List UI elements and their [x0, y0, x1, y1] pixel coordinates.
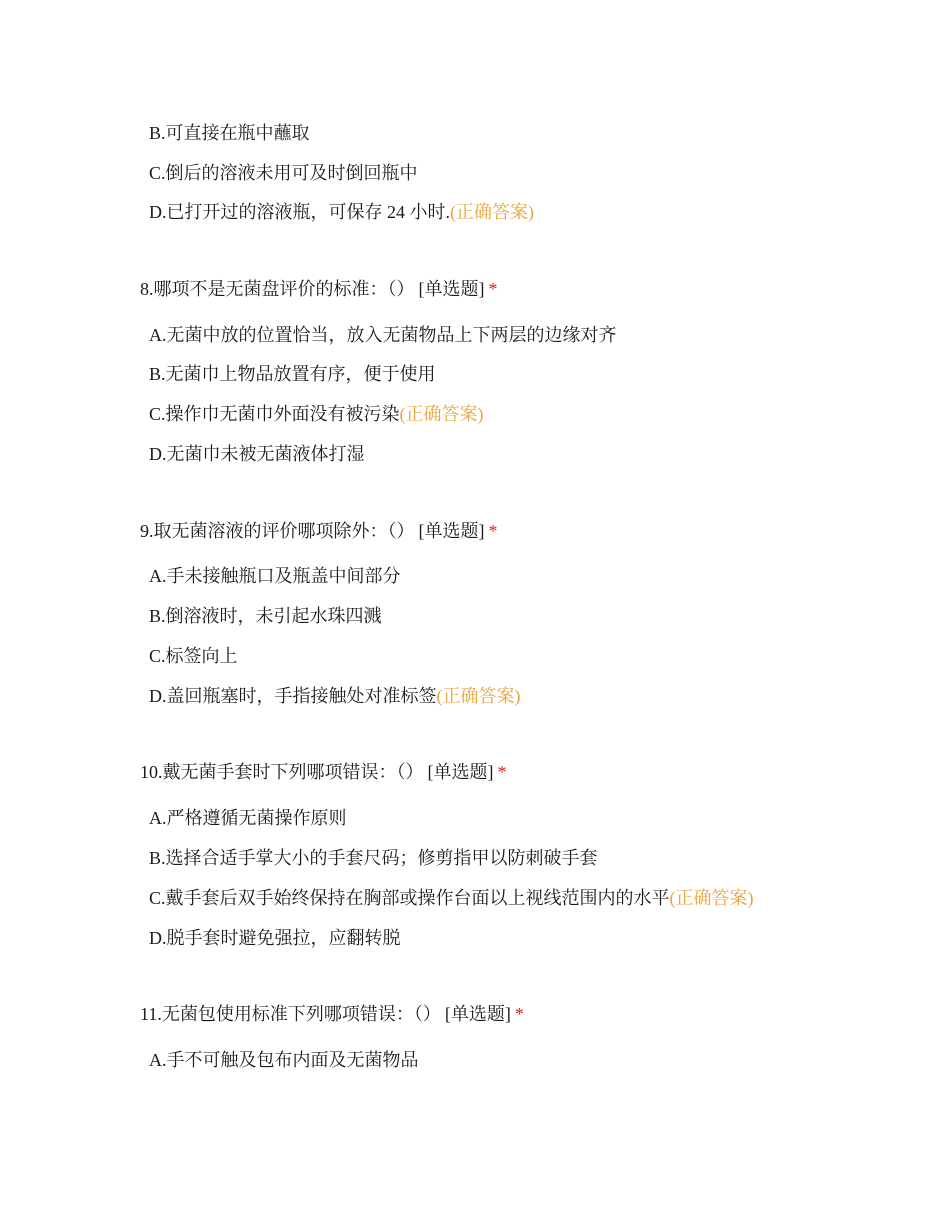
option-text: A.手未接触瓶口及瓶盖中间部分: [149, 566, 401, 586]
option-text: C.戴手套后双手始终保持在胸部或操作台面以上视线范围内的水平: [149, 888, 670, 908]
required-mark: *: [488, 521, 498, 541]
required-mark: *: [514, 1004, 524, 1024]
correct-answer-mark: (正确答案): [450, 202, 534, 222]
option-item: [149, 564, 401, 588]
correct-answer-mark: (正确答案): [436, 686, 521, 706]
option-text: D.盖回瓶塞时，手指接触处对准标签: [149, 686, 437, 706]
option-item: [149, 402, 484, 426]
question-title: [140, 519, 498, 543]
option-text: D.已打开过的溶液瓶，可保存 24 小时.: [149, 202, 450, 222]
question-text: 11.无菌包使用标准下列哪项错误：（）: [140, 1004, 441, 1024]
option-text: A.手不可触及包布内面及无菌物品: [149, 1050, 419, 1070]
option-item: [149, 1048, 419, 1072]
option-item: [149, 806, 347, 830]
question-type: [单选题]: [427, 762, 494, 782]
option-text: B.无菌巾上物品放置有序，便于使用: [149, 364, 436, 384]
correct-answer-mark: (正确答案): [669, 888, 754, 908]
question-type: [单选题]: [444, 1004, 511, 1024]
option-text: A.严格遵循无菌操作原则: [149, 808, 347, 828]
option-text: B.可直接在瓶中蘸取: [149, 123, 310, 143]
question-title: [140, 277, 498, 301]
question-text: 9.取无菌溶液的评价哪项除外：（）: [140, 521, 415, 541]
required-mark: *: [488, 279, 498, 299]
question-type: [单选题]: [418, 521, 485, 541]
option-text: D.脱手套时避免强拉，应翻转脱: [149, 928, 401, 948]
question-text: 10.戴无菌手套时下列哪项错误：（）: [140, 762, 424, 782]
option-item: [149, 442, 365, 466]
question-title: [140, 760, 507, 784]
question-text: 8.哪项不是无菌盘评价的标准：（）: [140, 279, 415, 299]
option-item: [149, 604, 382, 628]
question-title: [140, 1002, 524, 1026]
option-text: A.无菌中放的位置恰当，放入无菌物品上下两层的边缘对齐: [149, 325, 617, 345]
option-item: [149, 684, 521, 708]
option-item: [149, 362, 436, 386]
question-type: [单选题]: [418, 279, 485, 299]
option-item: [149, 323, 617, 347]
option-text: C.标签向上: [149, 646, 238, 666]
option-text: B.倒溶液时，未引起水珠四溅: [149, 606, 382, 626]
required-mark: *: [497, 762, 507, 782]
option-text: C.倒后的溶液未用可及时倒回瓶中: [149, 163, 418, 183]
correct-answer-mark: (正确答案): [399, 404, 484, 424]
option-item: [149, 121, 310, 145]
option-text: D.无菌巾未被无菌液体打湿: [149, 444, 365, 464]
option-item: [149, 644, 238, 668]
option-item: [149, 926, 401, 950]
option-item: [149, 161, 418, 185]
option-text: B.选择合适手掌大小的手套尺码；修剪指甲以防刺破手套: [149, 848, 598, 868]
option-item: [149, 200, 534, 224]
option-item: [149, 846, 598, 870]
option-item: [149, 886, 754, 910]
option-text: C.操作巾无菌巾外面没有被污染: [149, 404, 400, 424]
